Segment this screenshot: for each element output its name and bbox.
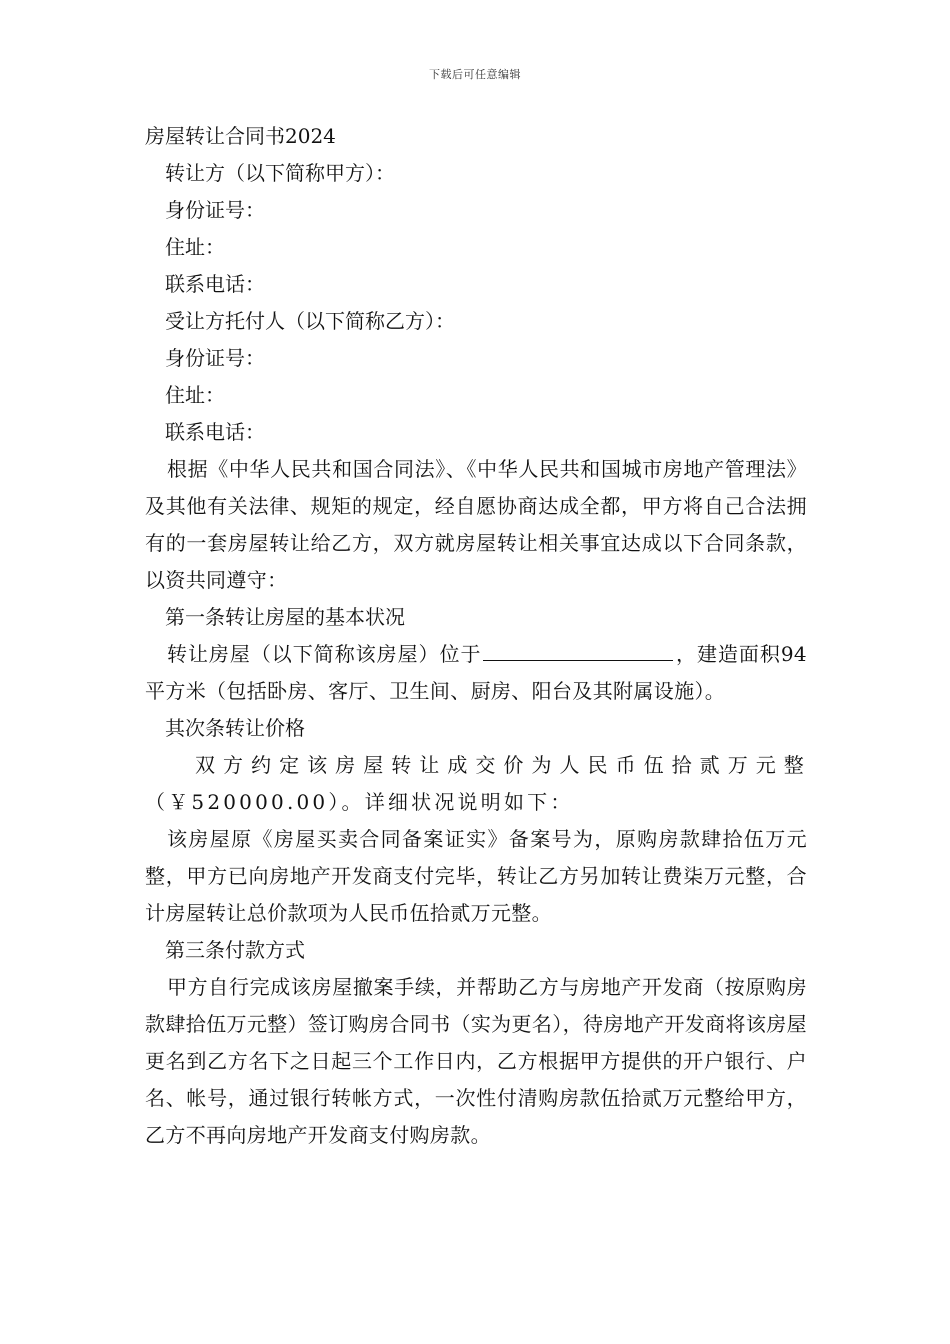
party-a-id-label: 身份证号： [165,198,265,222]
article-1-text-after-blank: ，建造面积94平方米（包括卧房、客厅、卫生间、厨房、阳台及其附属设施）。 [145,642,808,703]
party-a-address-label: 住址： [165,235,225,259]
article-1-heading: 第一条转让房屋的基本状况 [165,605,405,629]
party-b-label: 受让方托付人（以下简称乙方）： [165,309,455,333]
party-a-label: 转让方（以下简称甲方）： [165,161,395,185]
article-2-heading: 其次条转让价格 [165,716,305,740]
party-b-phone-label: 联系电话： [165,420,265,444]
contract-document [145,118,807,1154]
article-1-text-before-blank: 转让房屋（以下简称该房屋）位于 [167,642,482,666]
preamble-paragraph: 根据《中华人民共和国合同法》、《中华人民共和国城市房地产管理法》及其他有关法律、规矩的规定，经自愿协商达成全都，甲方将自己合法拥有的一套房屋转让给乙方，双方就房屋转让相关事宜达成以下合同条款，以资共同遵守： [145,457,807,592]
article-2-price-paragraph: 双方约定该房屋转让成交价为人民币伍拾贰万元整（￥520000.00）。详细状况说明如下： [145,753,807,814]
address-blank-line [483,640,673,661]
page-header-note: 下载后可任意编辑 [429,68,521,81]
article-3-paragraph: 甲方自行完成该房屋撤案手续，并帮助乙方与房地产开发商（按原购房款肆拾伍万元整）签订购房合同书（实为更名），待房地产开发商将该房屋更名到乙方名下之日起三个工作日内，乙方根据甲方提供的开户银行、户名、帐号，通过银行转帐方式，一次性付清购房款伍拾贰万元整给甲方，乙方不再向房地产开发商支付购房款。 [145,975,807,1147]
party-b-address-label: 住址： [165,383,225,407]
party-a-phone-label: 联系电话： [165,272,265,296]
article-1-paragraph [145,636,807,710]
article-2-detail-paragraph: 该房屋原《房屋买卖合同备案证实》备案号为，原购房款肆拾伍万元整，甲方已向房地产开发商支付完毕，转让乙方另加转让费柒万元整，合计房屋转让总价款项为人民币伍拾贰万元整。 [145,827,807,925]
party-b-id-label: 身份证号： [165,346,265,370]
document-title: 房屋转让合同书2024 [145,124,336,148]
article-3-heading: 第三条付款方式 [165,938,305,962]
